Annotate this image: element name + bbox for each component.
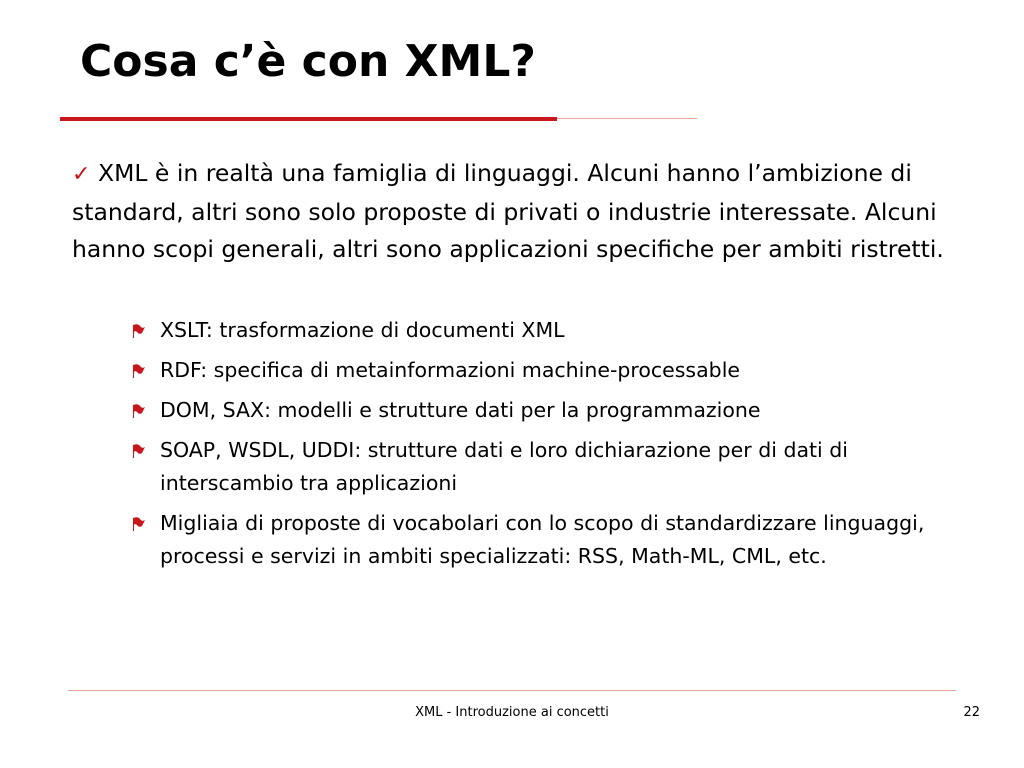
list-item: [128, 434, 958, 500]
list-item: [128, 507, 958, 573]
sub-bullet-text: RDF: specifica di metainformazioni machine-processable: [160, 358, 740, 382]
sub-bullet-list: [128, 314, 958, 580]
list-item: [128, 354, 958, 387]
flag-icon: [130, 323, 146, 339]
main-bullet: [72, 155, 952, 269]
slide-title: Cosa c’è con XML?: [80, 36, 536, 87]
title-underline-accent: [60, 117, 557, 121]
page-number: 22: [963, 705, 980, 720]
footer-title: XML - Introduzione ai concetti: [415, 705, 609, 720]
sub-bullet-text: DOM, SAX: modelli e strutture dati per la programmazione: [160, 398, 761, 422]
sub-bullet-text: SOAP, WSDL, UDDI: strutture dati e loro dichiarazione per di dati di interscambio tra applicazioni: [160, 438, 848, 495]
flag-icon: [130, 443, 146, 459]
flag-icon: [130, 516, 146, 532]
flag-icon: [130, 363, 146, 379]
main-bullet-text: XML è in realtà una famiglia di linguaggi. Alcuni hanno l’ambizione di standard, altri sono solo proposte di privati o industrie interessate. Alcuni hanno scopi generali, altri sono applicazioni specifiche per ambiti ristretti.: [72, 159, 944, 263]
footer-divider: [68, 690, 956, 691]
flag-icon: [130, 403, 146, 419]
sub-bullet-text: Migliaia di proposte di vocabolari con lo scopo di standardizzare linguaggi, processi e servizi in ambiti specializzati: RSS, Math-ML, CML, etc.: [160, 511, 925, 568]
checkmark-icon: ✓: [72, 162, 91, 187]
sub-bullet-text: XSLT: trasformazione di documenti XML: [160, 318, 565, 342]
title-underline-thin: [557, 118, 697, 119]
list-item: [128, 314, 958, 347]
list-item: [128, 394, 958, 427]
